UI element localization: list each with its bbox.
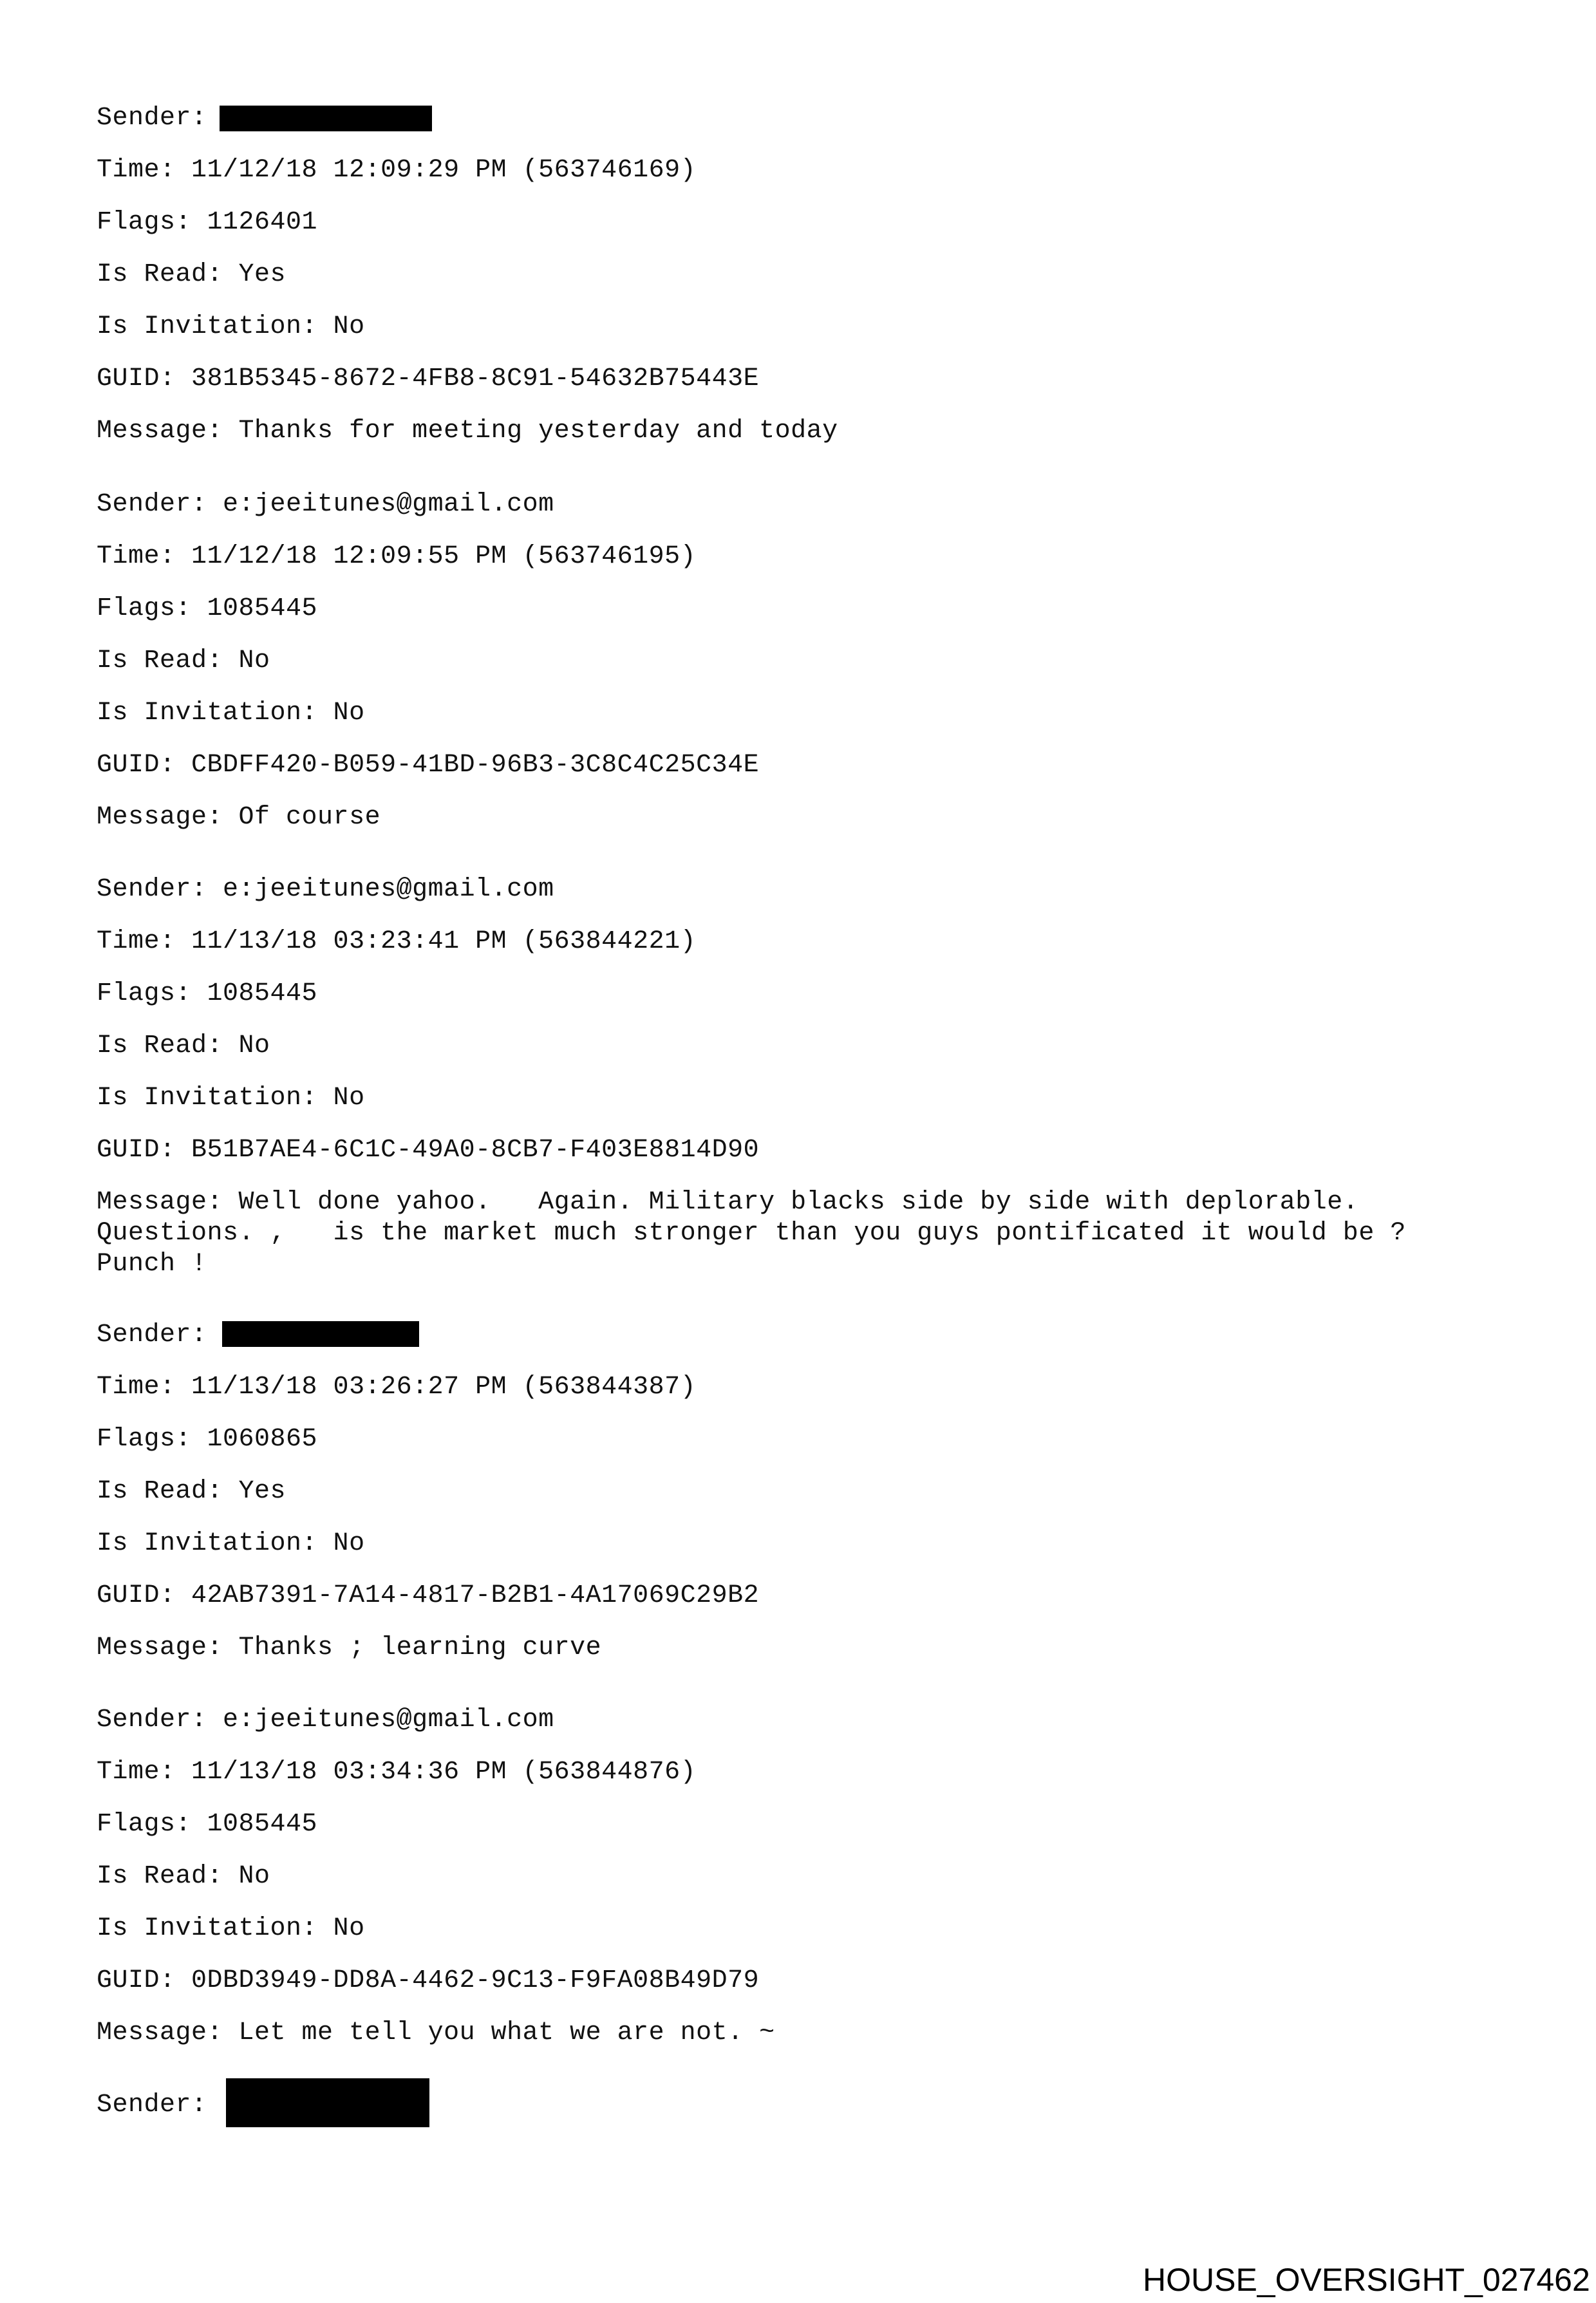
time-line: Time: 11/13/18 03:34:36 PM (563844876) <box>97 1758 697 1787</box>
flags-line: Flags: 1085445 <box>97 979 318 1008</box>
is-invitation-line: Is Invitation: No <box>97 1914 365 1943</box>
guid-line: GUID: 381B5345-8672-4FB8-8C91-54632B75443E <box>97 364 760 393</box>
time-line: Time: 11/13/18 03:23:41 PM (563844221) <box>97 927 697 956</box>
sender-line <box>97 874 554 905</box>
time-line: Time: 11/12/18 12:09:55 PM (563746195) <box>97 542 697 571</box>
message-line: Message: Thanks ; learning curve <box>97 1633 602 1662</box>
sender-value: e:jeeitunes@gmail.com <box>223 490 554 519</box>
sender-label: Sender: <box>97 104 207 133</box>
sender-label: Sender: <box>97 875 207 904</box>
sender-line <box>97 489 554 520</box>
redaction-bar <box>226 2078 429 2127</box>
sender-label: Sender: <box>97 1706 207 1734</box>
flags-line: Flags: 1126401 <box>97 208 318 237</box>
sender-label: Sender: <box>97 1321 207 1349</box>
sender-line <box>97 1705 554 1736</box>
time-line: Time: 11/13/18 03:26:27 PM (563844387) <box>97 1373 697 1402</box>
sender-line <box>97 103 207 134</box>
is-invitation-line: Is Invitation: No <box>97 1084 365 1113</box>
is-read-line: Is Read: Yes <box>97 260 286 289</box>
flags-line: Flags: 1060865 <box>97 1425 318 1454</box>
is-invitation-line: Is Invitation: No <box>97 1529 365 1558</box>
bates-number: HOUSE_OVERSIGHT_027462 <box>1143 2262 1590 2298</box>
is-read-line: Is Read: Yes <box>97 1477 286 1506</box>
guid-line: GUID: 0DBD3949-DD8A-4462-9C13-F9FA08B49D79 <box>97 1966 760 1995</box>
message-line: Message: Well done yahoo. Again. Military blacks side by side with deplorable. Questions. , is the market much stronger than you guys pontificated it would be ? Punch ! <box>97 1188 1406 1279</box>
sender-value: e:jeeitunes@gmail.com <box>223 1706 554 1734</box>
sender-label: Sender: <box>97 2091 207 2120</box>
sender-value: e:jeeitunes@gmail.com <box>223 875 554 904</box>
is-read-line: Is Read: No <box>97 646 270 675</box>
guid-line: GUID: CBDFF420-B059-41BD-96B3-3C8C4C25C34E <box>97 751 760 780</box>
redaction-bar <box>220 106 432 131</box>
is-invitation-line: Is Invitation: No <box>97 699 365 728</box>
guid-line: GUID: B51B7AE4-6C1C-49A0-8CB7-F403E8814D90 <box>97 1136 760 1165</box>
is-read-line: Is Read: No <box>97 1862 270 1891</box>
flags-line: Flags: 1085445 <box>97 1810 318 1839</box>
sender-line <box>97 1320 207 1351</box>
message-line: Message: Thanks for meeting yesterday and today <box>97 417 838 446</box>
is-read-line: Is Read: No <box>97 1031 270 1060</box>
redaction-bar <box>222 1321 419 1347</box>
message-line: Message: Of course <box>97 803 381 832</box>
sender-label: Sender: <box>97 490 207 519</box>
sender-line <box>97 2090 207 2121</box>
flags-line: Flags: 1085445 <box>97 594 318 623</box>
time-line: Time: 11/12/18 12:09:29 PM (563746169) <box>97 156 697 185</box>
guid-line: GUID: 42AB7391-7A14-4817-B2B1-4A17069C29B2 <box>97 1581 760 1610</box>
message-line: Message: Let me tell you what we are not. ~ <box>97 2018 775 2047</box>
is-invitation-line: Is Invitation: No <box>97 312 365 341</box>
